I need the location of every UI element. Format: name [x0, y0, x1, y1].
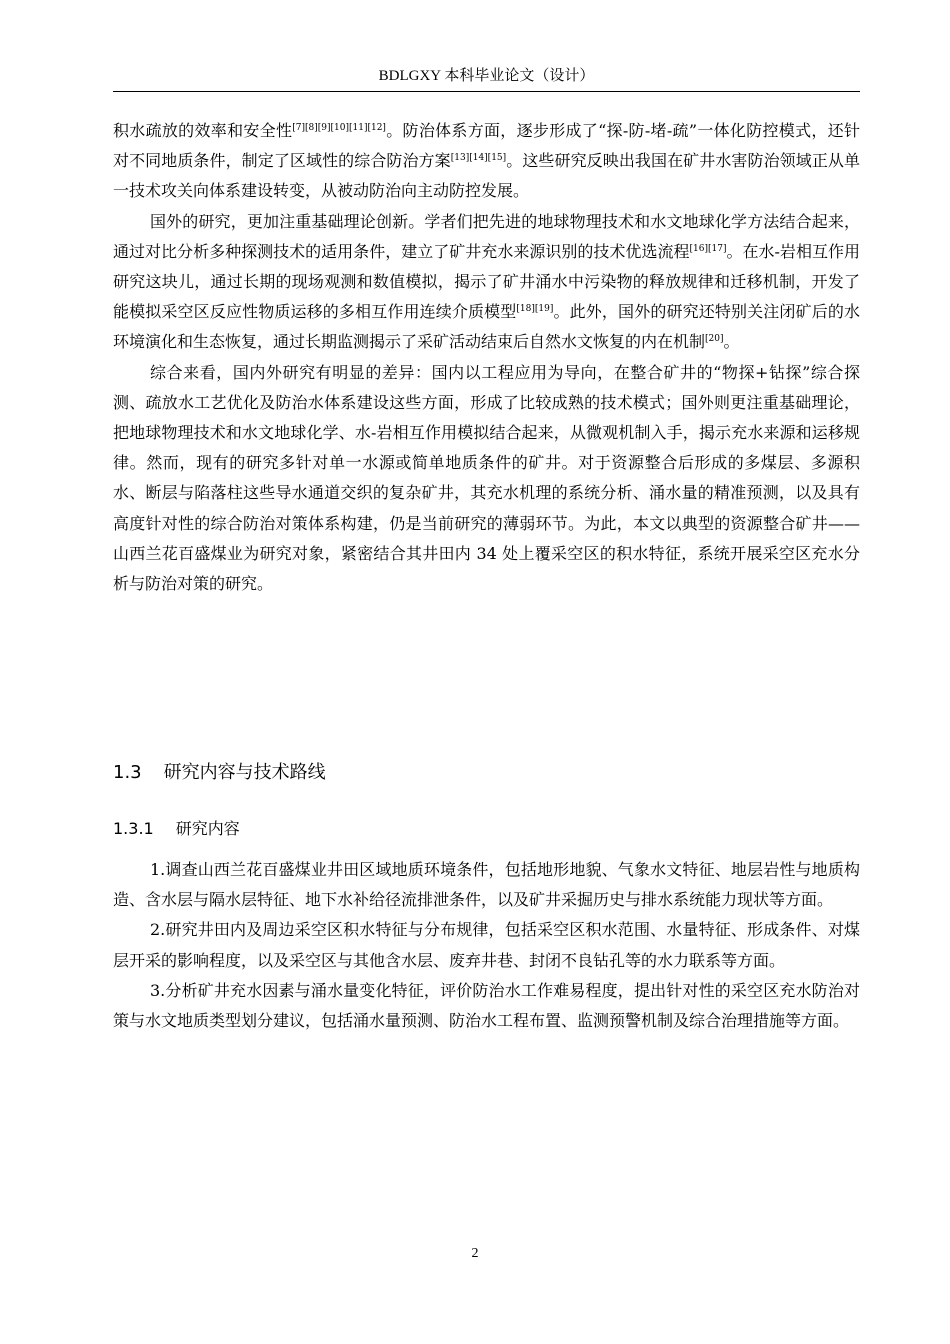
subsection-number: 1.3.1 [113, 819, 154, 838]
paragraph-1 [113, 116, 860, 207]
text-run: 。 [723, 332, 740, 352]
page-number: 2 [471, 1246, 479, 1261]
list-item: 3.分析矿井充水因素与涌水量变化特征，评价防治水工作难易程度，提出针对性的采空区充水防治对策与水文地质类型划分建议，包括涌水量预测、防治水工程布置、监测预警机制及综合治理措施等方面。 [113, 980, 860, 1031]
subsection-heading [113, 814, 240, 844]
paragraph-2 [113, 207, 860, 358]
section-number: 1.3 [113, 762, 142, 783]
text-run: 。在水-岩相互作用研究这块儿，通过长期的现场观测和数值模拟，揭示了矿井涌水中污染物的释放规律和迁移机制，开发了能模拟采空区反应性物质运移的多相互作用连续介质模型 [113, 241, 860, 322]
text-run: 国外的研究，更加注重基础理论创新。学者们把先进的地球物理技术和水文地球化学方法结合起来，通过对比分析多种探测技术的适用条件，建立了矿井充水来源识别的技术优选流程 [113, 211, 860, 261]
citation: [18][19] [516, 304, 554, 315]
section-heading [113, 758, 326, 788]
text-run: 。此外，国外的研究还特别关注闭矿后的水环境演化和生态恢复，通过长期监测揭示了采矿活动结束后自然水文恢复的内在机制 [113, 302, 860, 352]
running-header: BDLGXY 本科毕业论文（设计） [378, 68, 595, 84]
text-run: 。这些研究反映出我国在矿井水害防治领域正从单一技术攻关向体系建设转变，从被动防治向主动防控发展。 [113, 151, 860, 201]
list-item: 2.研究井田内及周边采空区积水特征与分布规律，包括采空区积水范围、水量特征、形成条件、对煤层开采的影响程度，以及采空区与其他含水层、废弃井巷、封闭不良钻孔等的水力联系等方面。 [113, 920, 860, 970]
paragraph-3 [113, 358, 860, 600]
section-title: 研究内容与技术路线 [163, 762, 326, 783]
text-run: 综合来看，国内外研究有明显的差异：国内以工程应用为导向，在整合矿井的“物探+钻探”综合探测、疏放水工艺优化及防治水体系建设这些方面，形成了比较成熟的技术模式；国外则更注重基础理论，把地球物理技术和水文地球化学、水-岩相互作用模拟结合起来，从微观机制入手，揭示充水来源和运移规律。然而，现有的研究多针对单一水源或简单地质条件的矿井。对于资源整合后形成的多煤层、多源积水、断层与陷落柱这些导水通道交织的复杂矿井，其充水机理的系统分析、涌水量的精准预测，以及具有高度针对性的综合防治对策体系构建，仍是当前研究的薄弱环节。为此，本文以典型的资源整合矿井——山西兰花百盛煤业为研究对象，紧密结合其井田内 34 处上覆采空区的积水特征，系统开展采空区充水分析与防治对策的研究。 [113, 362, 860, 594]
citation: [13][14][15] [450, 153, 507, 164]
citation: [7][8][9][10][11][12] [292, 123, 386, 133]
text-run: 。防治体系方面，逐步形成了“探-防-堵-疏”一体化防控模式，还针对不同地质条件，制定了区域性的综合防治方案 [113, 121, 860, 171]
body-text [113, 116, 860, 599]
citation: [20] [705, 334, 724, 345]
list-item: 1.调查山西兰花百盛煤业井田区域地质环境条件，包括地形地貌、气象水文特征、地层岩性与地质构造、含水层与隔水层特征、地下水补给径流排泄条件，以及矿井采掘历史与排水系统能力现状等方面。 [113, 860, 860, 910]
citation: [16][17] [689, 243, 727, 254]
subsection-title: 研究内容 [175, 819, 240, 838]
research-content-list [113, 855, 860, 1036]
header-rule [113, 91, 860, 92]
text-run: 积水疏放的效率和安全性 [113, 121, 293, 140]
